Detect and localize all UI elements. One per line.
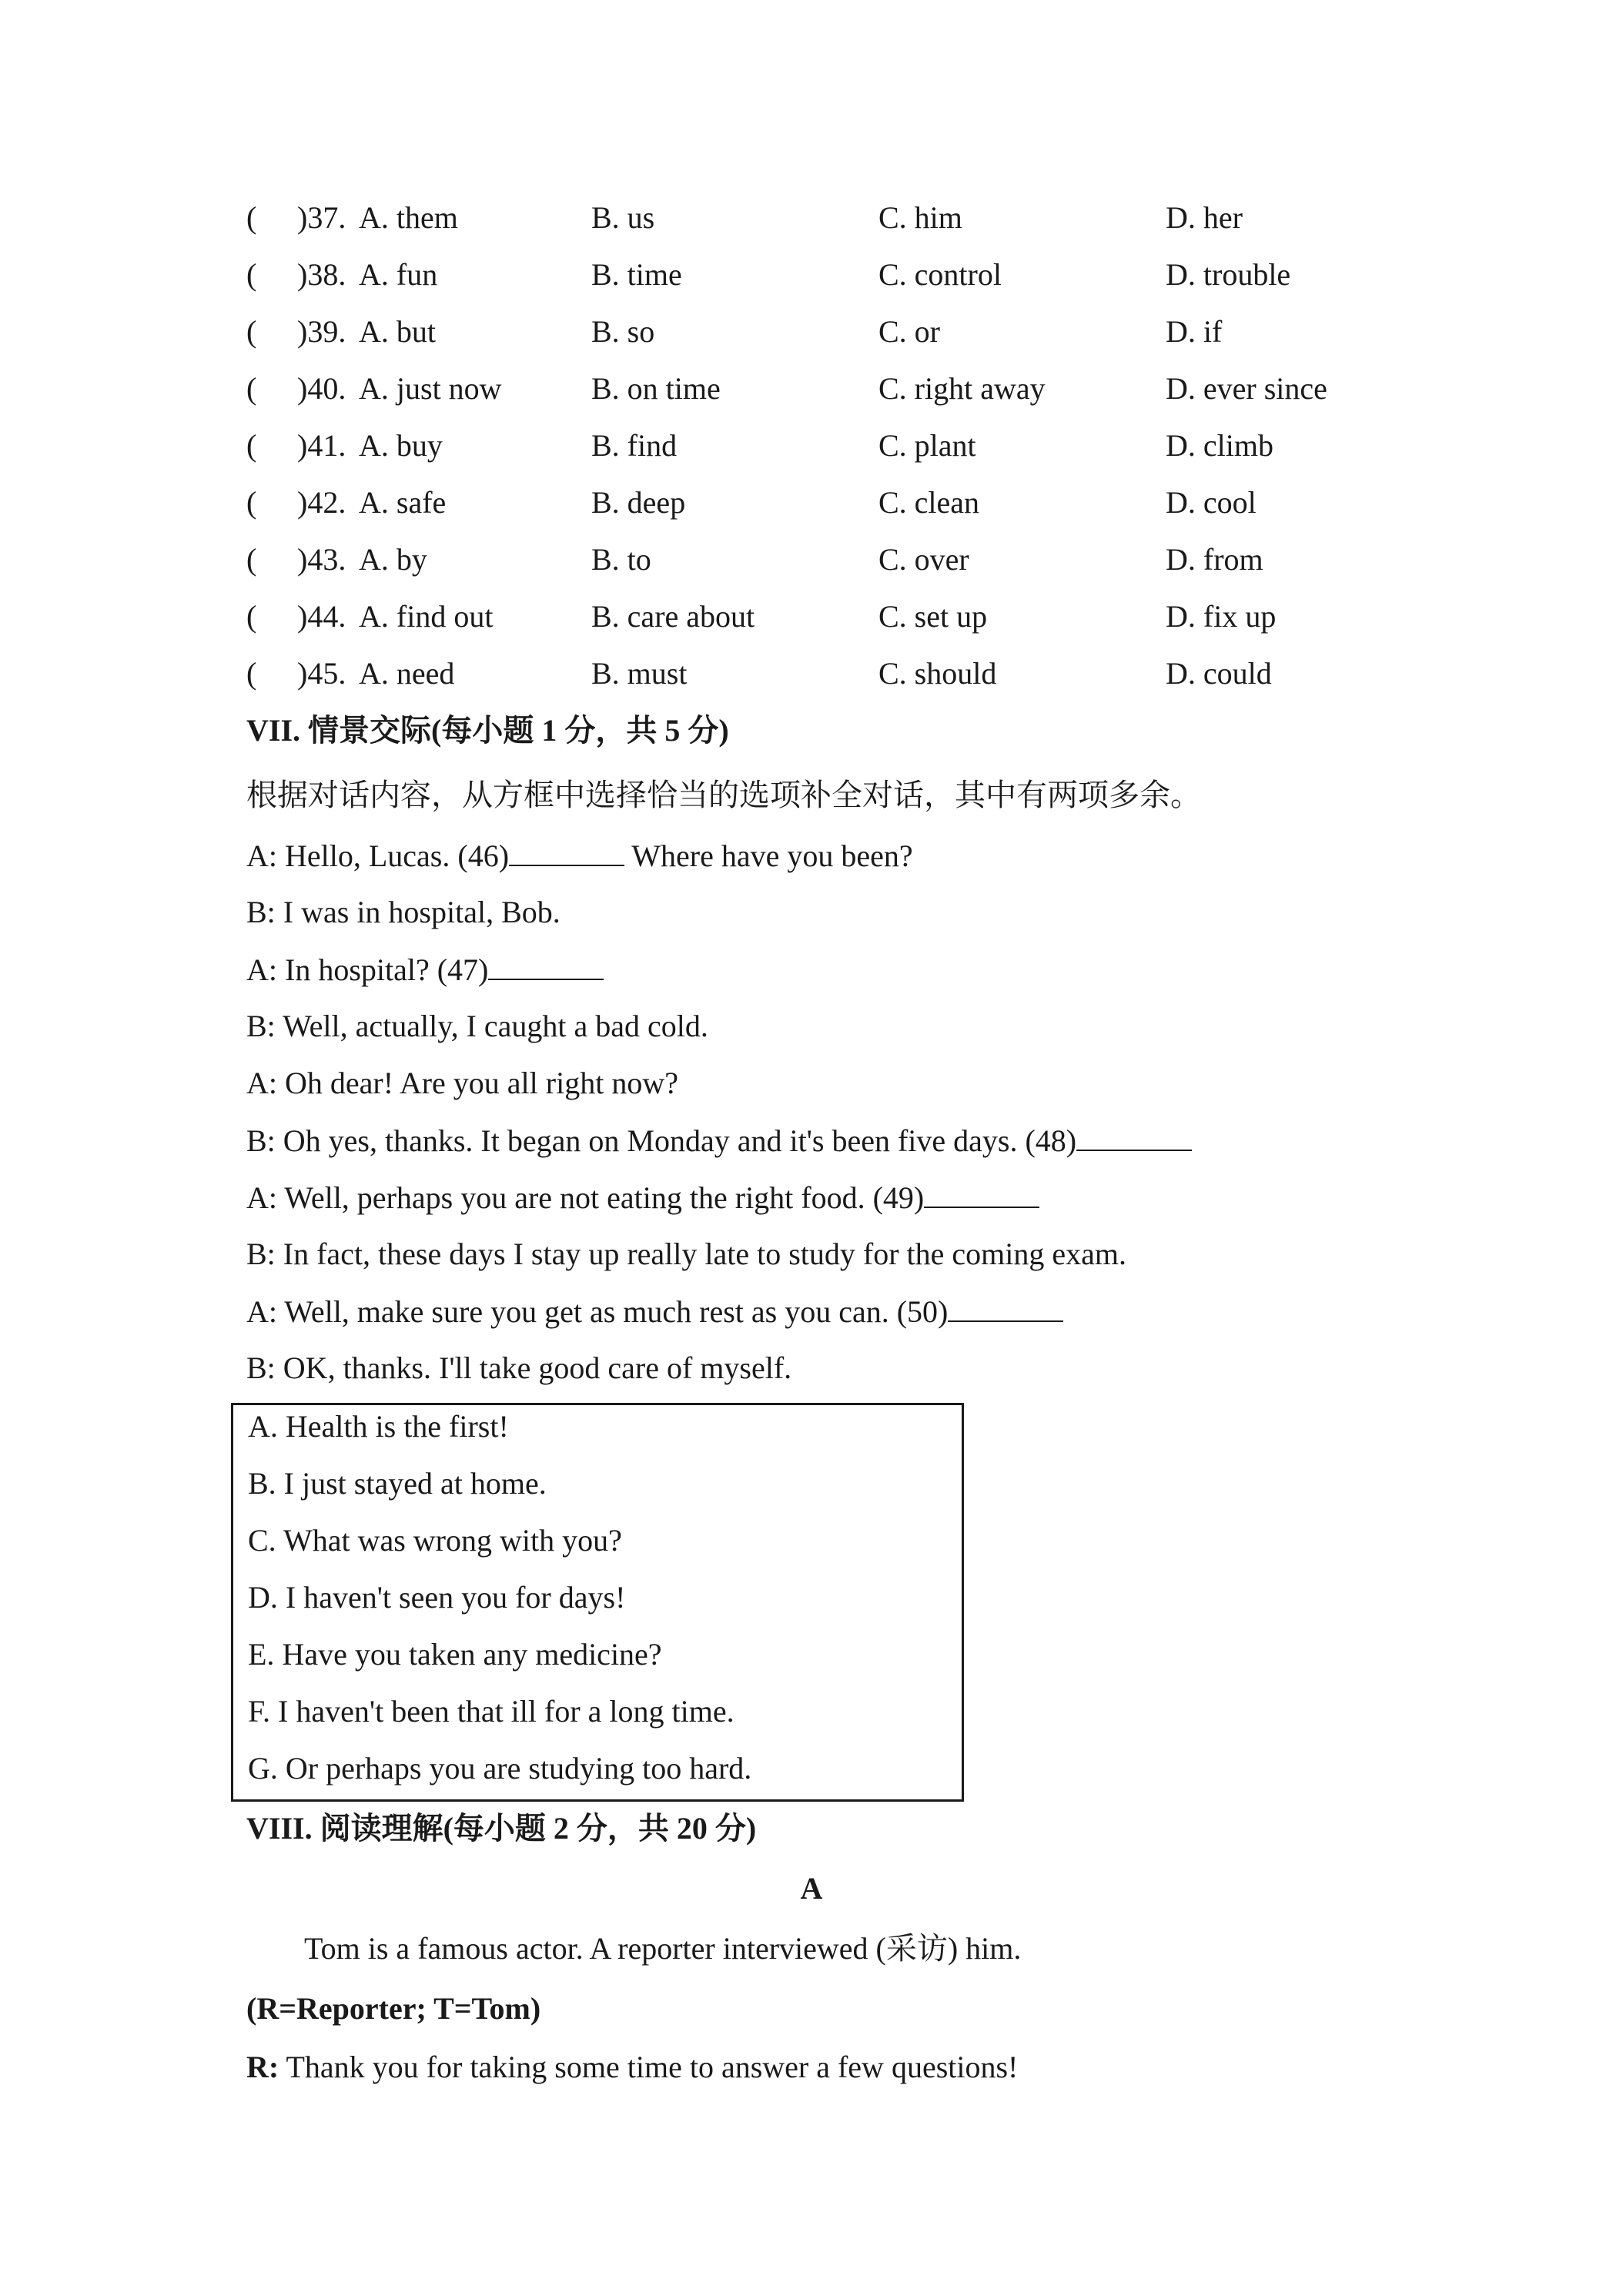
dialogue-text: B: Oh yes, thanks. It began on Monday and it's been five days. (48) <box>246 1123 1077 1158</box>
question-number: )44. <box>297 599 346 634</box>
dialogue-text: B: I was in hospital, Bob. <box>246 895 561 929</box>
answer-paren[interactable]: ( <box>246 371 257 406</box>
dialogue-text: A: Hello, Lucas. (46) <box>246 838 510 873</box>
option-a: A. but <box>359 314 436 349</box>
option-b: B. find <box>591 428 678 463</box>
mc-question-row <box>0 313 1623 350</box>
choice-option: G. Or perhaps you are studying too hard. <box>248 1751 752 1786</box>
option-a: A. just now <box>359 371 502 406</box>
question-number: )39. <box>297 314 346 349</box>
mc-question-row <box>0 427 1623 464</box>
dialogue-text: B: OK, thanks. I'll take good care of myself. <box>246 1350 792 1385</box>
interview-text: Thank you for taking some time to answer a few questions! <box>279 2050 1019 2084</box>
option-d: D. ever since <box>1166 371 1327 406</box>
dialogue-line <box>246 1122 1192 1160</box>
option-c: C. him <box>878 200 962 235</box>
dialogue-line <box>246 1179 1039 1217</box>
question-number: )41. <box>297 428 346 463</box>
choice-option: D. I haven't seen you for days! <box>248 1580 626 1615</box>
mc-question-row <box>0 655 1623 692</box>
answer-paren[interactable]: ( <box>246 314 257 349</box>
answer-paren[interactable]: ( <box>246 599 257 634</box>
choice-option: E. Have you taken any medicine? <box>248 1637 662 1672</box>
option-d: D. climb <box>1166 428 1273 463</box>
question-number: )42. <box>297 485 346 520</box>
option-b: B. us <box>591 200 655 235</box>
answer-blank[interactable] <box>488 951 604 980</box>
option-d: D. could <box>1166 656 1272 691</box>
dialogue-text: A: Well, perhaps you are not eating the right food. (49) <box>246 1180 925 1215</box>
option-d: D. if <box>1166 314 1223 349</box>
answer-blank[interactable] <box>924 1179 1039 1208</box>
option-c: C. over <box>878 542 969 577</box>
question-number: )37. <box>297 200 346 235</box>
question-number: )40. <box>297 371 346 406</box>
option-b: B. time <box>591 257 682 292</box>
options-box <box>231 1403 964 1802</box>
interview-line <box>246 2049 1018 2086</box>
option-a: A. safe <box>359 485 447 520</box>
option-c: C. or <box>878 314 940 349</box>
passage-title: A <box>800 1871 823 1906</box>
option-c: C. clean <box>878 485 980 520</box>
option-b: B. must <box>591 656 688 691</box>
option-b: B. so <box>591 314 655 349</box>
option-a: A. by <box>359 542 427 577</box>
answer-blank[interactable] <box>948 1293 1063 1322</box>
option-d: D. cool <box>1166 485 1257 520</box>
speaker-label: R: <box>246 2050 279 2084</box>
choice-option: C. What was wrong with you? <box>248 1523 622 1558</box>
answer-paren[interactable]: ( <box>246 485 257 520</box>
section-7-heading: VII. 情景交际(每小题 1 分，共 5 分) <box>246 713 729 748</box>
answer-blank[interactable] <box>1076 1122 1192 1151</box>
option-b: B. deep <box>591 485 686 520</box>
option-c: C. control <box>878 257 1002 292</box>
option-d: D. from <box>1166 542 1263 577</box>
answer-paren[interactable]: ( <box>246 428 257 463</box>
answer-paren[interactable]: ( <box>246 257 257 292</box>
option-c: C. plant <box>878 428 976 463</box>
mc-question-row <box>0 541 1623 578</box>
option-a: A. need <box>359 656 455 691</box>
dialogue-text: Where have you been? <box>624 838 913 873</box>
option-c: C. should <box>878 656 997 691</box>
question-number: )43. <box>297 542 346 577</box>
dialogue-line <box>246 1065 678 1102</box>
dialogue-text: A: Oh dear! Are you all right now? <box>246 1066 678 1100</box>
passage-intro: Tom is a famous actor. A reporter interviewed (采访) him. <box>304 1931 1022 1966</box>
option-a: A. buy <box>359 428 443 463</box>
answer-paren[interactable]: ( <box>246 200 257 235</box>
option-b: B. to <box>591 542 651 577</box>
speaker-legend: (R=Reporter; T=Tom) <box>246 1991 541 2026</box>
answer-blank[interactable] <box>509 837 624 866</box>
choice-option: B. I just stayed at home. <box>248 1466 547 1501</box>
dialogue-text: B: In fact, these days I stay up really late to study for the coming exam. <box>246 1237 1127 1271</box>
option-c: C. right away <box>878 371 1046 406</box>
mc-question-row <box>0 484 1623 521</box>
option-a: A. them <box>359 200 458 235</box>
dialogue-text: A: In hospital? (47) <box>246 952 489 987</box>
choice-option: A. Health is the first! <box>248 1409 509 1444</box>
option-a: A. fun <box>359 257 438 292</box>
dialogue-text: A: Well, make sure you get as much rest as you can. (50) <box>246 1294 949 1329</box>
option-c: C. set up <box>878 599 988 634</box>
dialogue-text: B: Well, actually, I caught a bad cold. <box>246 1009 708 1043</box>
option-a: A. find out <box>359 599 494 634</box>
dialogue-line <box>246 951 604 989</box>
answer-paren[interactable]: ( <box>246 542 257 577</box>
mc-question-row <box>0 598 1623 635</box>
question-number: )38. <box>297 257 346 292</box>
section-7-instruction: 根据对话内容，从方框中选择恰当的选项补全对话，其中有两项多余。 <box>246 778 1201 812</box>
dialogue-line <box>246 1236 1126 1273</box>
option-b: B. care about <box>591 599 755 634</box>
mc-question-row <box>0 256 1623 293</box>
dialogue-line <box>246 837 913 875</box>
option-d: D. fix up <box>1166 599 1277 634</box>
answer-paren[interactable]: ( <box>246 656 257 691</box>
dialogue-line <box>246 1350 791 1387</box>
option-d: D. her <box>1166 200 1243 235</box>
option-b: B. on time <box>591 371 721 406</box>
section-8-heading: VIII. 阅读理解(每小题 2 分，共 20 分) <box>246 1811 757 1846</box>
mc-question-row <box>0 199 1623 236</box>
question-number: )45. <box>297 656 346 691</box>
dialogue-line <box>246 1293 1063 1330</box>
mc-question-row <box>0 370 1623 407</box>
dialogue-line <box>246 1008 708 1045</box>
option-d: D. trouble <box>1166 257 1291 292</box>
choice-option: F. I haven't been that ill for a long time. <box>248 1694 735 1729</box>
dialogue-line <box>246 894 561 931</box>
